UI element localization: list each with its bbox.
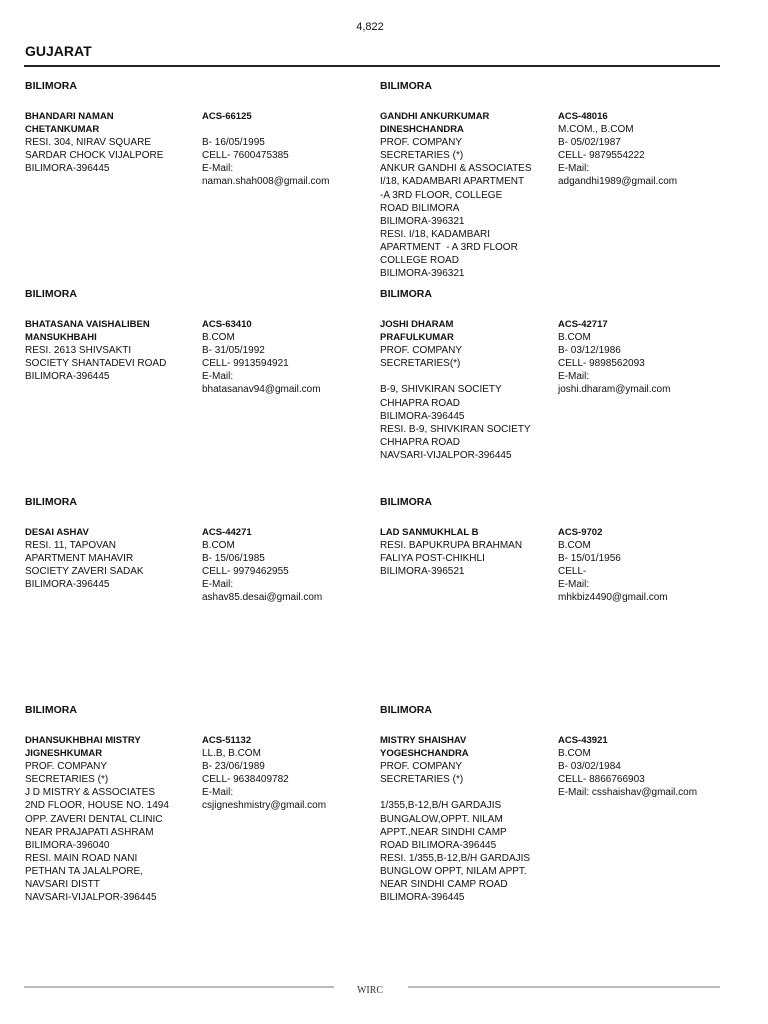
member-name: MISTRY SHAISHAV <box>380 735 467 746</box>
email-address: ashav85.desai@gmail.com <box>202 592 323 604</box>
member-name: PRAFULKUMAR <box>380 332 454 344</box>
member-details-block <box>558 110 718 189</box>
member-details-block <box>202 318 362 397</box>
member-address-block <box>380 526 552 578</box>
address-line: SOCIETY ZAVERI SADAK <box>25 566 144 578</box>
address-line: RESI. 304, NIRAV SQUARE <box>25 137 151 149</box>
membership-number: ACS-63410 <box>202 319 252 330</box>
address-line: -A 3RD FLOOR, COLLEGE <box>380 189 503 201</box>
state-heading: GUJARAT <box>25 43 92 59</box>
city-heading: BILIMORA <box>380 704 432 716</box>
member-details-block <box>202 734 362 813</box>
membership-number: ACS-48016 <box>558 111 608 122</box>
address-line: BILIMORA-396445 <box>25 371 110 383</box>
detail-line: CELL- 9979462955 <box>202 566 289 578</box>
address-line: ROAD BILIMORA-396445 <box>380 839 497 851</box>
city-heading: BILIMORA <box>380 80 432 92</box>
detail-line: CELL- 9913594921 <box>202 358 289 370</box>
membership-number: ACS-44271 <box>202 527 252 538</box>
email-address: bhatasanav94@gmail.com <box>202 384 321 396</box>
address-line: CHHAPRA ROAD <box>380 397 461 409</box>
address-line: BILIMORA-396445 <box>25 163 110 175</box>
member-address-block <box>380 318 552 462</box>
member-details-block <box>202 526 362 605</box>
email-address: joshi.dharam@ymail.com <box>558 384 671 396</box>
member-address-block <box>25 110 197 175</box>
address-line: SECRETARIES (*) <box>25 774 109 786</box>
address-line: I/18, KADAMBARI APARTMENT <box>380 176 525 188</box>
address-line: BILIMORA-396445 <box>380 410 465 422</box>
address-line: PROF. COMPANY <box>380 345 463 357</box>
detail-line: B- 23/06/1989 <box>202 761 265 773</box>
page-number: 4,822 <box>356 21 384 33</box>
address-line: SARDAR CHOCK VIJALPORE <box>25 150 164 162</box>
detail-line: B- 15/06/1985 <box>202 553 265 565</box>
address-line: FALIYA POST-CHIKHLI <box>380 553 485 565</box>
address-line: RESI. BAPUKRUPA BRAHMAN <box>380 540 523 552</box>
address-line: BILIMORA-396521 <box>380 566 465 578</box>
member-details-block <box>558 734 718 799</box>
detail-line: CELL- 9638409782 <box>202 774 289 786</box>
address-line: PROF. COMPANY <box>25 761 108 773</box>
address-line: ROAD BILIMORA <box>380 202 460 214</box>
address-line: BILIMORA-396445 <box>25 579 110 591</box>
address-line: BUNGALOW,OPPT. NILAM <box>380 813 503 825</box>
detail-line: CELL- 7600475385 <box>202 150 289 162</box>
detail-line: E-Mail: <box>202 371 234 383</box>
email-address: naman.shah008@gmail.com <box>202 176 330 188</box>
address-line: NAVSARI-VIJALPOR-396445 <box>25 892 157 904</box>
address-line: RESI. B-9, SHIVKIRAN SOCIETY <box>380 423 531 435</box>
detail-line: E-Mail: <box>558 579 590 591</box>
address-line: COLLEGE ROAD <box>380 255 459 267</box>
city-heading: BILIMORA <box>25 80 77 92</box>
member-name: DHANSUKHBHAI MISTRY <box>25 735 141 746</box>
member-name: JOSHI DHARAM <box>380 319 454 330</box>
detail-line: E-Mail: <box>202 787 234 799</box>
detail-line: B.COM <box>558 540 591 552</box>
address-line: RESI. I/18, KADAMBARI <box>380 228 491 240</box>
membership-number: ACS-51132 <box>202 735 252 746</box>
detail-line: B- 15/01/1956 <box>558 553 621 565</box>
member-name: YOGESHCHANDRA <box>380 748 469 760</box>
city-heading: BILIMORA <box>25 704 77 716</box>
member-name: GANDHI ANKURKUMAR <box>380 111 490 122</box>
header-divider <box>24 65 720 67</box>
address-line: APARTMENT - A 3RD FLOOR <box>380 241 518 253</box>
address-line: NAVSARI DISTT <box>25 879 100 891</box>
address-line: B-9, SHIVKIRAN SOCIETY <box>380 384 502 396</box>
member-details-block <box>202 110 362 189</box>
member-name: MANSUKHBAHI <box>25 332 97 344</box>
detail-line: CELL- 9898562093 <box>558 358 645 370</box>
city-heading: BILIMORA <box>380 288 432 300</box>
detail-line: B.COM <box>558 748 591 760</box>
member-name: JIGNESHKUMAR <box>25 748 103 760</box>
member-address-block <box>380 110 552 280</box>
address-line: OPP. ZAVERI DENTAL CLINIC <box>25 813 163 825</box>
member-name: LAD SANMUKHLAL B <box>380 527 479 538</box>
detail-line: M.COM., B.COM <box>558 124 634 136</box>
detail-line: B- 05/02/1987 <box>558 137 621 149</box>
email-address: adgandhi1989@gmail.com <box>558 176 678 188</box>
address-line: APPT.,NEAR SINDHI CAMP <box>380 826 507 838</box>
address-line: RESI. 1/355,B-12,B/H GARDAJIS <box>380 852 531 864</box>
member-details-block <box>558 318 718 397</box>
detail-line: LL.B, B.COM <box>202 748 261 760</box>
detail-line: CELL- 9879554222 <box>558 150 645 162</box>
footer-label: WIRC <box>356 985 384 996</box>
city-heading: BILIMORA <box>380 496 432 508</box>
address-line: NAVSARI-VIJALPOR-396445 <box>380 449 512 461</box>
address-line: PROF. COMPANY <box>380 761 463 773</box>
member-name: DESAI ASHAV <box>25 527 89 538</box>
city-heading: BILIMORA <box>25 496 77 508</box>
detail-line: B.COM <box>202 332 235 344</box>
address-line: NEAR PRAJAPATI ASHRAM <box>25 826 154 838</box>
member-name: DINESHCHANDRA <box>380 124 464 136</box>
address-line <box>380 786 552 799</box>
address-line: BILIMORA-396445 <box>380 892 465 904</box>
address-line: RESI. 2613 SHIVSAKTI <box>25 345 132 357</box>
member-name: BHANDARI NAMAN <box>25 111 114 122</box>
address-line <box>380 370 552 383</box>
detail-line: B- 03/02/1984 <box>558 761 621 773</box>
detail-line: B.COM <box>558 332 591 344</box>
detail-line: B.COM <box>202 540 235 552</box>
detail-line: B- 16/05/1995 <box>202 137 265 149</box>
detail-line: E-Mail: <box>202 579 234 591</box>
detail-line: CELL- <box>558 566 587 578</box>
address-line: NEAR SINDHI CAMP ROAD <box>380 879 508 891</box>
address-line: 1/355,B-12,B/H GARDAJIS <box>380 800 502 812</box>
member-address-block <box>380 734 552 904</box>
address-line: APARTMENT MAHAVIR <box>25 553 134 565</box>
member-name: CHETANKUMAR <box>25 124 100 136</box>
email-address: mhkbiz4490@gmail.com <box>558 592 668 604</box>
address-line: 2ND FLOOR, HOUSE NO. 1494 <box>25 800 169 812</box>
member-name: BHATASANA VAISHALIBEN <box>25 319 150 330</box>
detail-line: B- 31/05/1992 <box>202 345 265 357</box>
address-line: PROF. COMPANY <box>380 137 463 149</box>
membership-number: ACS-42717 <box>558 319 608 330</box>
address-line: SECRETARIES (*) <box>380 774 464 786</box>
address-line: CHHAPRA ROAD <box>380 436 461 448</box>
address-line: BILIMORA-396321 <box>380 215 465 227</box>
address-line: SECRETARIES (*) <box>380 150 464 162</box>
membership-number: ACS-66125 <box>202 111 252 122</box>
member-address-block <box>25 734 197 904</box>
address-line: J D MISTRY & ASSOCIATES <box>25 787 156 799</box>
detail-line: CELL- 8866766903 <box>558 774 645 786</box>
detail-line: E-Mail: <box>558 163 590 175</box>
email-address: E-Mail: csshaishav@gmail.com <box>558 787 698 799</box>
membership-number: ACS-9702 <box>558 527 603 538</box>
address-line: BILIMORA-396040 <box>25 839 110 851</box>
detail-line: E-Mail: <box>558 371 590 383</box>
address-line: RESI. 11, TAPOVAN <box>25 540 116 552</box>
address-line: SECRETARIES(*) <box>380 358 461 370</box>
member-details-block <box>558 526 718 605</box>
membership-number: ACS-43921 <box>558 735 608 746</box>
address-line: ANKUR GANDHI & ASSOCIATES <box>380 163 532 175</box>
address-line: BILIMORA-396321 <box>380 268 465 280</box>
member-address-block <box>25 318 197 383</box>
detail-line: E-Mail: <box>202 163 234 175</box>
address-line: SOCIETY SHANTADEVI ROAD <box>25 358 167 370</box>
address-line: RESI. MAIN ROAD NANI <box>25 852 138 864</box>
detail-line <box>202 123 362 136</box>
email-address: csjigneshmistry@gmail.com <box>202 800 327 812</box>
member-address-block <box>25 526 197 591</box>
address-line: BUNGLOW OPPT, NILAM APPT. <box>380 865 527 877</box>
city-heading: BILIMORA <box>25 288 77 300</box>
address-line: PETHAN TA JALALPORE, <box>25 865 144 877</box>
detail-line: B- 03/12/1986 <box>558 345 621 357</box>
